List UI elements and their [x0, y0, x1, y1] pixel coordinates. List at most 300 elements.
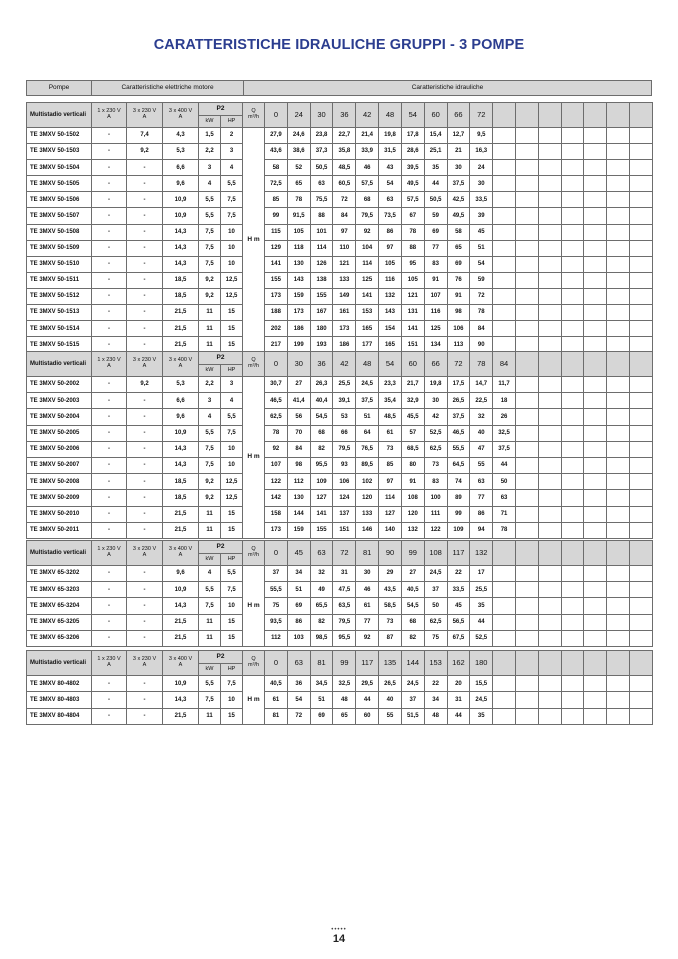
power-hp-cell: 15 — [221, 522, 243, 538]
current-3x230-cell: - — [127, 337, 163, 353]
head-value-cell: 77 — [424, 240, 447, 256]
current-3x230-cell: - — [127, 692, 163, 708]
head-value-cell: 24,5 — [424, 566, 447, 582]
table-row — [27, 224, 653, 240]
header-hydraulic: Caratteristiche idrauliche — [244, 81, 652, 96]
head-value-cell: 61 — [379, 425, 402, 441]
power-hp-cell: 15 — [221, 305, 243, 321]
head-value-cell: 140 — [379, 522, 402, 538]
empty-cell — [561, 240, 584, 256]
empty-cell — [493, 676, 516, 692]
head-value-cell: 84 — [333, 208, 356, 224]
head-value-cell: 19,8 — [424, 377, 447, 393]
empty-cell — [515, 208, 538, 224]
flow-header: 108 — [424, 541, 447, 566]
current-3x400-cell: 21,5 — [163, 321, 199, 337]
head-value-cell: 165 — [379, 337, 402, 353]
empty-cell — [561, 321, 584, 337]
current-1x230-cell: - — [92, 144, 127, 160]
flow-header: 66 — [447, 103, 470, 128]
flow-header: 60 — [424, 103, 447, 128]
empty-cell — [584, 474, 607, 490]
empty-cell — [584, 176, 607, 192]
empty-cell — [561, 256, 584, 272]
head-value-cell: 59 — [424, 208, 447, 224]
current-1x230-cell: - — [92, 708, 127, 724]
table-row — [27, 409, 653, 425]
current-1x230-cell: - — [92, 288, 127, 304]
head-value-cell: 93 — [333, 457, 356, 473]
head-value-cell: 159 — [287, 288, 310, 304]
head-value-cell: 217 — [265, 337, 288, 353]
power-hp-cell: 5,5 — [221, 176, 243, 192]
head-value-cell: 42,5 — [447, 192, 470, 208]
flow-header: 36 — [333, 103, 356, 128]
empty-cell — [561, 676, 584, 692]
model-cell: TE 3MXV 50-2003 — [27, 393, 92, 409]
head-value-cell: 23,8 — [310, 128, 333, 144]
current-3x400-cell: 9,6 — [163, 409, 199, 425]
current-1x230-cell: - — [92, 256, 127, 272]
empty-cell — [515, 240, 538, 256]
head-value-cell: 48 — [333, 692, 356, 708]
empty-cell — [493, 176, 516, 192]
head-value-cell: 21,4 — [356, 128, 379, 144]
head-value-cell: 40,5 — [265, 676, 288, 692]
flow-header: 132 — [470, 541, 493, 566]
power-kw-cell: 7,5 — [199, 224, 221, 240]
current-3x400-cell: 6,6 — [163, 393, 199, 409]
head-value-cell: 146 — [356, 522, 379, 538]
empty-cell — [561, 582, 584, 598]
table-row — [27, 425, 653, 441]
flow-header: 54 — [401, 103, 424, 128]
head-value-cell: 57,5 — [401, 192, 424, 208]
flow-header: 99 — [333, 651, 356, 676]
table-row — [27, 377, 653, 393]
head-value-cell: 48,5 — [379, 409, 402, 425]
empty-cell — [493, 208, 516, 224]
head-value-cell: 55 — [470, 457, 493, 473]
table-row — [27, 522, 653, 538]
empty-cell — [630, 409, 653, 425]
empty-cell — [515, 630, 538, 646]
model-cell: TE 3MXV 50-2009 — [27, 490, 92, 506]
current-3x400-cell: 10,9 — [163, 192, 199, 208]
empty-cell — [493, 288, 516, 304]
head-value-cell: 69 — [287, 598, 310, 614]
col-header-p2: P2 — [199, 352, 243, 365]
head-value-cell: 33,5 — [470, 192, 493, 208]
empty-cell — [538, 176, 561, 192]
head-value-cell: 35 — [470, 708, 493, 724]
head-value-cell: 92 — [356, 630, 379, 646]
empty-cell — [515, 598, 538, 614]
head-value-cell: 89,5 — [356, 457, 379, 473]
col-header-p2: P2 — [199, 541, 243, 554]
head-value-cell: 68 — [356, 192, 379, 208]
head-value-cell: 39,5 — [401, 160, 424, 176]
head-value-cell: 55,5 — [447, 441, 470, 457]
head-value-cell: 54,5 — [401, 598, 424, 614]
table-row — [27, 305, 653, 321]
empty-cell — [515, 457, 538, 473]
head-value-cell: 110 — [333, 240, 356, 256]
current-1x230-cell: - — [92, 490, 127, 506]
head-value-cell: 78 — [265, 425, 288, 441]
current-1x230-cell: - — [92, 240, 127, 256]
head-value-cell: 82 — [310, 614, 333, 630]
empty-cell — [538, 582, 561, 598]
power-kw-cell: 3 — [199, 160, 221, 176]
model-cell: TE 3MXV 50-2004 — [27, 409, 92, 425]
col-header-kw: kW — [199, 664, 221, 676]
head-value-cell: 87 — [379, 630, 402, 646]
current-3x230-cell: - — [127, 224, 163, 240]
power-kw-cell: 5,5 — [199, 676, 221, 692]
head-value-cell: 47,5 — [333, 582, 356, 598]
ampere-label: A — [107, 114, 111, 120]
col-header-hp: HP — [221, 365, 243, 377]
head-value-cell: 83 — [424, 474, 447, 490]
voltage-label: 3 x 400 V — [168, 546, 193, 553]
empty-cell — [607, 192, 630, 208]
empty-cell — [607, 288, 630, 304]
table-row — [27, 160, 653, 176]
head-value-cell: 76,5 — [356, 441, 379, 457]
head-value-cell: 180 — [310, 321, 333, 337]
table-row — [27, 208, 653, 224]
head-value-cell: 130 — [287, 490, 310, 506]
model-cell: TE 3MXV 65-3203 — [27, 582, 92, 598]
head-value-cell: 55,5 — [265, 582, 288, 598]
current-3x230-cell: - — [127, 522, 163, 538]
q-label: Q — [251, 546, 256, 553]
flow-header: 90 — [379, 541, 402, 566]
current-3x230-cell: - — [127, 490, 163, 506]
empty-cell — [630, 377, 653, 393]
head-value-cell: 68 — [310, 425, 333, 441]
empty-cell — [584, 103, 607, 128]
q-unit-label: m³/h — [248, 363, 260, 369]
power-kw-cell: 11 — [199, 630, 221, 646]
empty-cell — [630, 425, 653, 441]
head-value-cell: 41,4 — [287, 393, 310, 409]
empty-cell — [493, 566, 516, 582]
head-value-cell: 74 — [447, 474, 470, 490]
power-hp-cell: 10 — [221, 240, 243, 256]
empty-cell — [515, 522, 538, 538]
power-hp-cell: 3 — [221, 144, 243, 160]
q-unit-label: m³/h — [248, 114, 260, 120]
table-row — [27, 457, 653, 473]
head-value-cell: 77 — [470, 490, 493, 506]
current-1x230-cell: - — [92, 305, 127, 321]
head-value-cell: 54 — [379, 176, 402, 192]
q-label: Q — [251, 108, 256, 115]
empty-cell — [515, 393, 538, 409]
current-1x230-cell: - — [92, 208, 127, 224]
empty-cell — [538, 288, 561, 304]
flow-header: 30 — [310, 103, 333, 128]
empty-cell — [561, 128, 584, 144]
model-cell: TE 3MXV 50-1503 — [27, 144, 92, 160]
head-value-cell: 67,5 — [447, 630, 470, 646]
head-value-cell: 105 — [401, 272, 424, 288]
head-value-cell: 53 — [333, 409, 356, 425]
col-header-voltage-2 — [127, 651, 163, 676]
head-value-cell: 85 — [379, 457, 402, 473]
power-kw-cell: 5,5 — [199, 425, 221, 441]
empty-cell — [584, 522, 607, 538]
head-value-cell: 91,5 — [287, 208, 310, 224]
empty-cell — [538, 256, 561, 272]
head-value-cell: 103 — [287, 630, 310, 646]
head-value-cell: 75 — [424, 630, 447, 646]
empty-cell — [584, 630, 607, 646]
empty-cell — [561, 352, 584, 377]
current-3x400-cell: 14,3 — [163, 240, 199, 256]
current-3x230-cell: - — [127, 256, 163, 272]
empty-cell — [630, 103, 653, 128]
model-cell: TE 3MXV 50-2011 — [27, 522, 92, 538]
flow-header: 72 — [470, 103, 493, 128]
head-value-cell: 69 — [424, 224, 447, 240]
empty-cell — [630, 630, 653, 646]
current-3x400-cell: 21,5 — [163, 614, 199, 630]
empty-cell — [584, 240, 607, 256]
current-3x230-cell: - — [127, 598, 163, 614]
table-row — [27, 566, 653, 582]
ampere-label: A — [142, 662, 147, 668]
col-header-q — [243, 352, 265, 377]
flow-header: 45 — [287, 541, 310, 566]
head-value-cell: 72 — [287, 708, 310, 724]
power-hp-cell: 10 — [221, 692, 243, 708]
empty-cell — [515, 288, 538, 304]
flow-header: 42 — [333, 352, 356, 377]
empty-cell — [584, 160, 607, 176]
power-hp-cell: 7,5 — [221, 425, 243, 441]
empty-cell — [630, 614, 653, 630]
empty-cell — [538, 522, 561, 538]
current-3x400-cell: 14,3 — [163, 692, 199, 708]
head-value-cell: 75,5 — [310, 192, 333, 208]
empty-cell — [493, 240, 516, 256]
current-1x230-cell: - — [92, 522, 127, 538]
ampere-label: A — [178, 552, 183, 558]
header-pumps: Pompe — [27, 81, 92, 96]
empty-cell — [561, 305, 584, 321]
current-3x230-cell: - — [127, 457, 163, 473]
q-label: Q — [251, 357, 256, 364]
power-kw-cell: 9,2 — [199, 490, 221, 506]
head-value-cell: 161 — [333, 305, 356, 321]
power-kw-cell: 9,2 — [199, 272, 221, 288]
power-hp-cell: 15 — [221, 337, 243, 353]
table-row — [27, 192, 653, 208]
head-value-cell: 134 — [424, 337, 447, 353]
current-3x230-cell: - — [127, 566, 163, 582]
head-value-cell: 78 — [401, 224, 424, 240]
head-value-cell: 158 — [265, 506, 288, 522]
empty-cell — [493, 128, 516, 144]
head-value-cell: 51 — [287, 582, 310, 598]
empty-cell — [630, 522, 653, 538]
head-value-cell: 98,5 — [310, 630, 333, 646]
head-value-cell: 37,5 — [356, 393, 379, 409]
head-value-cell: 72 — [333, 192, 356, 208]
head-value-cell: 79,5 — [356, 208, 379, 224]
head-value-cell: 30 — [470, 176, 493, 192]
empty-cell — [607, 208, 630, 224]
head-value-cell: 58,5 — [379, 598, 402, 614]
head-value-cell: 50 — [424, 598, 447, 614]
head-value-cell: 46 — [356, 582, 379, 598]
empty-cell — [630, 566, 653, 582]
empty-cell — [584, 541, 607, 566]
empty-cell — [584, 208, 607, 224]
head-value-cell: 133 — [333, 272, 356, 288]
head-value-cell: 142 — [265, 490, 288, 506]
power-hp-cell: 5,5 — [221, 566, 243, 582]
head-value-cell: 40 — [379, 692, 402, 708]
power-hp-cell: 3 — [221, 377, 243, 393]
head-unit-cell: H m — [243, 128, 265, 353]
head-value-cell: 54,5 — [310, 409, 333, 425]
head-value-cell: 107 — [265, 457, 288, 473]
empty-cell — [584, 457, 607, 473]
table-row — [27, 321, 653, 337]
empty-cell — [515, 256, 538, 272]
model-cell: TE 3MXV 50-2008 — [27, 474, 92, 490]
empty-cell — [630, 582, 653, 598]
current-3x230-cell: - — [127, 272, 163, 288]
head-value-cell: 35 — [470, 598, 493, 614]
model-cell: TE 3MXV 65-3205 — [27, 614, 92, 630]
head-value-cell: 33,9 — [356, 144, 379, 160]
head-value-cell: 141 — [356, 288, 379, 304]
empty-cell — [584, 692, 607, 708]
empty-cell — [538, 425, 561, 441]
head-value-cell: 84 — [470, 321, 493, 337]
head-value-cell: 97 — [333, 224, 356, 240]
col-header-q — [243, 541, 265, 566]
head-value-cell: 25,5 — [333, 377, 356, 393]
col-header-q — [243, 651, 265, 676]
model-cell: TE 3MXV 50-2006 — [27, 441, 92, 457]
head-value-cell: 31,5 — [379, 144, 402, 160]
empty-cell — [630, 541, 653, 566]
empty-cell — [561, 566, 584, 582]
empty-cell — [561, 630, 584, 646]
head-value-cell: 121 — [333, 256, 356, 272]
empty-cell — [584, 441, 607, 457]
head-value-cell: 106 — [447, 321, 470, 337]
power-hp-cell: 12,5 — [221, 474, 243, 490]
empty-cell — [607, 321, 630, 337]
flow-header: 72 — [447, 352, 470, 377]
model-cell: TE 3MXV 50-1509 — [27, 240, 92, 256]
head-value-cell: 51 — [356, 409, 379, 425]
empty-cell — [584, 128, 607, 144]
flow-header: 72 — [333, 541, 356, 566]
head-value-cell: 50 — [493, 474, 516, 490]
head-value-cell: 65 — [333, 708, 356, 724]
model-cell: TE 3MXV 50-1506 — [27, 192, 92, 208]
empty-cell — [607, 490, 630, 506]
head-value-cell: 186 — [287, 321, 310, 337]
current-3x400-cell: 10,9 — [163, 676, 199, 692]
head-value-cell: 78 — [470, 305, 493, 321]
head-value-cell: 50,5 — [424, 192, 447, 208]
voltage-label: 3 x 400 V — [168, 108, 193, 115]
head-value-cell: 101 — [310, 224, 333, 240]
empty-cell — [493, 321, 516, 337]
model-cell: TE 3MXV 65-3206 — [27, 630, 92, 646]
empty-cell — [561, 708, 584, 724]
head-value-cell: 22,7 — [333, 128, 356, 144]
ampere-label: A — [142, 552, 147, 558]
current-3x230-cell: - — [127, 160, 163, 176]
head-value-cell: 38,6 — [287, 144, 310, 160]
voltage-label: 3 x 230 V — [132, 357, 157, 364]
head-value-cell: 115 — [265, 224, 288, 240]
head-value-cell: 24 — [470, 160, 493, 176]
table-row — [27, 582, 653, 598]
head-value-cell: 97 — [379, 240, 402, 256]
table-row — [27, 272, 653, 288]
flow-header: 0 — [265, 103, 288, 128]
col-header-kw: kW — [199, 116, 221, 128]
current-3x230-cell: 9,2 — [127, 377, 163, 393]
page-number: 14 — [332, 933, 346, 945]
head-value-cell: 199 — [287, 337, 310, 353]
pump-table-2 — [26, 351, 653, 539]
current-3x400-cell: 14,3 — [163, 457, 199, 473]
empty-cell — [538, 272, 561, 288]
head-value-cell: 54 — [470, 256, 493, 272]
voltage-label: 1 x 230 V — [97, 656, 121, 663]
empty-cell — [538, 192, 561, 208]
empty-cell — [538, 630, 561, 646]
current-3x400-cell: 18,5 — [163, 474, 199, 490]
head-value-cell: 69 — [310, 708, 333, 724]
head-value-cell: 131 — [401, 305, 424, 321]
head-value-cell: 67 — [401, 208, 424, 224]
empty-cell — [607, 541, 630, 566]
pump-table-4 — [26, 650, 653, 725]
head-value-cell: 51 — [470, 240, 493, 256]
ampere-label: A — [107, 662, 111, 668]
head-value-cell: 151 — [401, 337, 424, 353]
q-label: Q — [251, 656, 256, 663]
head-value-cell: 65 — [287, 176, 310, 192]
empty-cell — [538, 598, 561, 614]
empty-cell — [584, 566, 607, 582]
flow-header: 117 — [356, 651, 379, 676]
empty-cell — [515, 566, 538, 582]
current-1x230-cell: - — [92, 321, 127, 337]
power-kw-cell: 7,5 — [199, 598, 221, 614]
power-kw-cell: 7,5 — [199, 240, 221, 256]
current-1x230-cell: - — [92, 377, 127, 393]
head-value-cell: 23,3 — [379, 377, 402, 393]
power-hp-cell: 12,5 — [221, 272, 243, 288]
power-hp-cell: 15 — [221, 630, 243, 646]
empty-cell — [607, 630, 630, 646]
head-value-cell: 27 — [287, 377, 310, 393]
